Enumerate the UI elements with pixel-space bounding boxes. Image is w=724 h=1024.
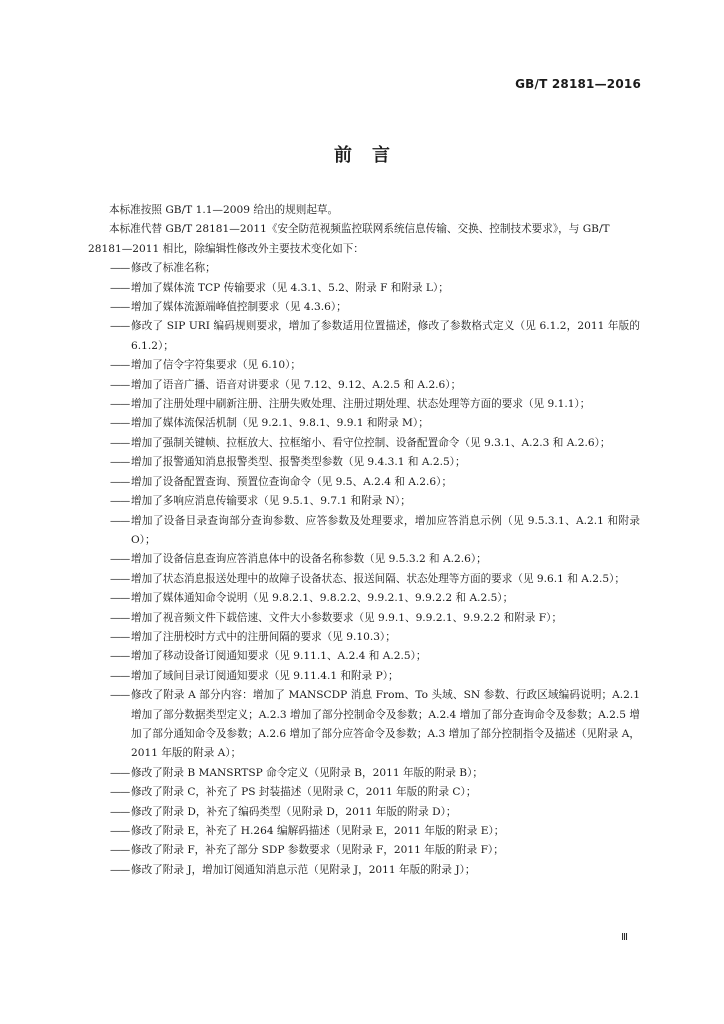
- dash-marker: ——: [110, 514, 130, 527]
- change-item: [88, 512, 640, 551]
- intro-paragraph: 本标准按照 GB/T 1.1—2009 给出的规则起草。: [109, 204, 339, 216]
- change-text: 修改了标准名称；: [131, 262, 216, 275]
- dash-marker: ——: [110, 630, 130, 643]
- dash-marker: ——: [110, 456, 130, 469]
- change-text: 修改了附录 B MANSRTSP 命令定义（见附录 B，2011 年版的附录 B）；: [131, 766, 483, 779]
- change-text: 修改了附录 A 部分内容：增加了 MANSCDP 消息 From、To 头域、SN 参数、行政区域编码说明；A.2.1 增加了部分数据类型定义；A.2.3 增加了部分控制命令及参数；A.2.4 增加了部分查询命令及参数；A.2.5 增加了部分通知命令及参数；A.2.6 增加了部分应答命令及参数；A.3 增加了部分控制指令及描述（见附录 A，2011 年版的附录 A）；: [131, 689, 640, 760]
- dash-marker: ——: [110, 572, 130, 585]
- change-item: [88, 783, 640, 802]
- change-text: 增加了设备目录查询部分查询参数、应答参数及处理要求，增加应答消息示例（见 9.5.3.1、A.2.1 和附录 O）；: [131, 514, 640, 546]
- change-text: 修改了附录 E，补充了 H.264 编解码描述（见附录 E，2011 年版的附录 E）；: [131, 825, 505, 837]
- dash-marker: ——: [110, 262, 130, 275]
- change-list: [88, 259, 640, 880]
- change-text: 修改了附录 F，补充了部分 SDP 参数要求（见附录 F，2011 年版的附录 F）；: [131, 844, 504, 857]
- dash-marker: ——: [110, 495, 130, 508]
- change-text: 增加了视音频文件下载倍速、文件大小参数要求（见 9.9.1、9.9.2.1、9.9.2.2 和附录 F）；: [131, 611, 563, 624]
- change-text: 增加了状态消息报送处理中的故障子设备状态、报送间隔、状态处理等方面的要求（见 9.6.1 和 A.2.5）；: [131, 572, 625, 585]
- dash-marker: ——: [110, 805, 130, 818]
- change-text: 增加了媒体通知命令说明（见 9.8.2.1、9.8.2.2、9.9.2.1、9.9.2.2 和 A.2.5）；: [131, 592, 514, 605]
- change-text: 增加了多响应消息传输要求（见 9.5.1、9.7.1 和附录 N）；: [131, 495, 411, 508]
- dash-marker: ——: [110, 786, 130, 799]
- change-item: [88, 667, 640, 686]
- dash-marker: ——: [110, 669, 130, 682]
- dash-marker: ——: [110, 281, 130, 294]
- standard-code: GB/T 28181—2016: [515, 77, 641, 91]
- change-text: 增加了信令字符集要求（见 6.10）；: [131, 359, 301, 372]
- change-item: [88, 550, 640, 569]
- dash-marker: ——: [110, 650, 130, 663]
- change-item: [88, 434, 640, 453]
- change-item: [88, 841, 640, 860]
- change-item: [88, 317, 640, 356]
- change-item: [88, 861, 640, 880]
- preface-body: [88, 201, 640, 880]
- dash-marker: ——: [110, 611, 130, 624]
- change-item: [88, 356, 640, 375]
- dash-marker: ——: [110, 766, 130, 779]
- dash-marker: ——: [110, 320, 130, 333]
- intro-paragraph: 本标准代替 GB/T 28181—2011《安全防范视频监控联网系统信息传输、交换、控制技术要求》，与 GB/T 28181—2011 相比，除编辑性修改外主要技术变化如下：: [88, 223, 610, 255]
- change-item: [88, 279, 640, 298]
- change-item: [88, 414, 640, 433]
- change-text: 增加了域间目录订阅通知要求（见 9.11.4.1 和附录 P）；: [131, 669, 399, 682]
- dash-marker: ——: [110, 301, 130, 314]
- change-item: [88, 395, 640, 414]
- change-text: 增加了媒体流 TCP 传输要求（见 4.3.1、5.2、附录 F 和附录 L）；: [131, 281, 449, 294]
- dash-marker: ——: [110, 689, 130, 702]
- change-text: 增加了语音广播、语音对讲要求（见 7.12、9.12、A.2.5 和 A.2.6）；: [131, 378, 462, 391]
- change-item: [88, 453, 640, 472]
- change-item: [88, 647, 640, 666]
- dash-marker: ——: [110, 825, 130, 837]
- change-text: 修改了附录 C，补充了 PS 封装描述（见附录 C，2011 年版的附录 C）；: [131, 786, 477, 799]
- dash-marker: ——: [110, 553, 130, 566]
- change-item: [88, 822, 640, 841]
- change-text: 增加了报警通知消息报警类型、报警类型参数（见 9.4.3.1 和 A.2.5）；: [131, 456, 466, 469]
- change-text: 增加了注册校时方式中的注册间隔的要求（见 9.10.3）；: [131, 630, 396, 643]
- dash-marker: ——: [110, 436, 130, 449]
- change-item: [88, 473, 640, 492]
- change-item: [88, 492, 640, 511]
- change-text: 修改了 SIP URI 编码规则要求，增加了参数适用位置描述，修改了参数格式定义（见 6.1.2，2011 年版的 6.1.2）；: [131, 320, 640, 352]
- change-text: 增加了设备配置查询、预置位查询命令（见 9.5、A.2.4 和 A.2.6）；: [131, 475, 453, 488]
- dash-marker: ——: [110, 475, 130, 488]
- change-item: [88, 609, 640, 628]
- change-text: 增加了设备信息查询应答消息体中的设备名称参数（见 9.5.3.2 和 A.2.6）；: [131, 553, 487, 566]
- change-item: [88, 589, 640, 608]
- change-text: 增加了媒体流保活机制（见 9.2.1、9.8.1、9.9.1 和附录 M）；: [131, 417, 429, 430]
- page-number: Ⅲ: [621, 932, 628, 943]
- dash-marker: ——: [110, 359, 130, 372]
- change-item: [88, 803, 640, 822]
- dash-marker: ——: [110, 398, 130, 411]
- change-item: [88, 376, 640, 395]
- change-text: 修改了附录 J，增加订阅通知消息示范（见附录 J，2011 年版的附录 J）；: [131, 863, 476, 876]
- change-text: 增加了注册处理中刷新注册、注册失败处理、注册过期处理、状态处理等方面的要求（见 9.1.1）；: [131, 398, 591, 411]
- dash-marker: ——: [110, 417, 130, 430]
- page-title: 前言: [334, 145, 410, 166]
- change-text: 增加了强制关键帧、拉框放大、拉框缩小、看守位控制、设备配置命令（见 9.3.1、A.2.3 和 A.2.6）；: [131, 436, 611, 449]
- change-item: [88, 764, 640, 783]
- change-item: [88, 298, 640, 317]
- dash-marker: ——: [110, 844, 130, 857]
- change-item: [88, 570, 640, 589]
- change-item: [88, 628, 640, 647]
- change-text: 增加了移动设备订阅通知要求（见 9.11.1、A.2.4 和 A.2.5）；: [131, 650, 427, 663]
- change-text: 修改了附录 D，补充了编码类型（见附录 D，2011 年版的附录 D）；: [131, 805, 457, 818]
- dash-marker: ——: [110, 863, 130, 876]
- change-item: [88, 259, 640, 278]
- dash-marker: ——: [110, 378, 130, 391]
- dash-marker: ——: [110, 592, 130, 605]
- change-text: 增加了媒体流源端峰值控制要求（见 4.3.6）；: [131, 301, 347, 314]
- change-item: [88, 686, 640, 764]
